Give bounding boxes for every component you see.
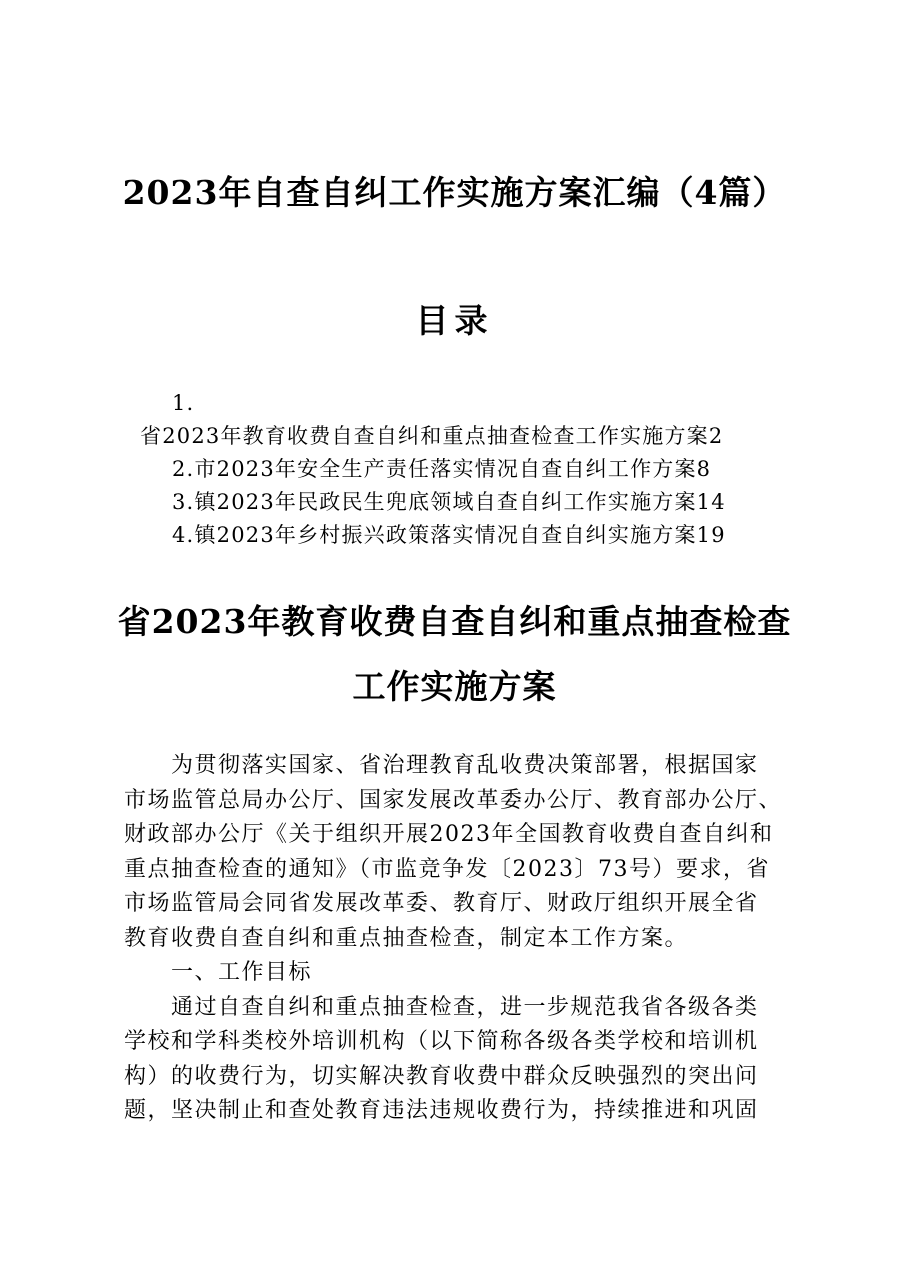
section-title-line-1: 省2023年教育收费自查自纠和重点抽查检查 [117, 602, 792, 641]
body-text [124, 749, 804, 1129]
section-heading-work-goals: 一、工作目标 [124, 960, 313, 985]
paragraph-1-line: 教育收费自查自纠和重点抽查检查，制定本工作方案。 [124, 925, 689, 951]
paragraph-1-line: 为贯彻落实国家、省治理教育乱收费决策部署，根据国家 [124, 753, 759, 778]
paragraph-2-line: 构）的收费行为，切实解决教育收费中群众反映强烈的突出问 [124, 1063, 759, 1089]
toc-item-2-number: 2. [172, 457, 195, 481]
toc-item-4[interactable] [172, 520, 726, 550]
paragraph-1-line: 市场监管局会同省发展改革委、教育厅、财政厅组织开展全省 [124, 891, 759, 916]
paragraph-1-line: 市场监管总局办公厅、国家发展改革委办公厅、教育部办公厅、 [124, 787, 783, 813]
paragraph-2-line: 题，坚决制止和查处教育违法违规收费行为，持续推进和巩固 [124, 1098, 759, 1123]
section-title-line-2: 工作实施方案 [352, 667, 557, 706]
toc-item-3-number: 3. [172, 490, 195, 514]
paragraph-2-line: 通过自查自纠和重点抽查检查，进一步规范我省各级各类 [124, 994, 759, 1020]
toc-item-1-text[interactable]: 省2023年教育收费自查自纠和重点抽查检查工作实施方案2 [140, 424, 724, 448]
toc-item-4-text: 镇2023年乡村振兴政策落实情况自查自纠实施方案19 [194, 523, 726, 547]
toc-item-3[interactable] [172, 487, 726, 517]
document-title: 2023年自查自纠工作实施方案汇编（4篇） [122, 173, 787, 212]
paragraph-2-line: 学校和学科类校外培训机构（以下简称各级各类学校和培训机 [124, 1029, 759, 1054]
toc-item-2[interactable] [172, 454, 711, 484]
toc-item-1-number[interactable]: 1. [172, 391, 195, 415]
toc-item-4-number: 4. [172, 523, 195, 547]
paragraph-1-line: 财政部办公厅《关于组织开展2023年全国教育收费自查自纠和 [124, 822, 774, 847]
paragraph-1-line: 重点抽查检查的通知》（市监竞争发〔2023〕73号）要求，省 [124, 856, 770, 882]
toc-heading: 目录 [415, 301, 494, 340]
toc-item-2-text: 市2023年安全生产责任落实情况自查自纠工作方案8 [194, 457, 712, 481]
toc-item-3-text: 镇2023年民政民生兜底领域自查自纠工作实施方案14 [194, 490, 726, 514]
